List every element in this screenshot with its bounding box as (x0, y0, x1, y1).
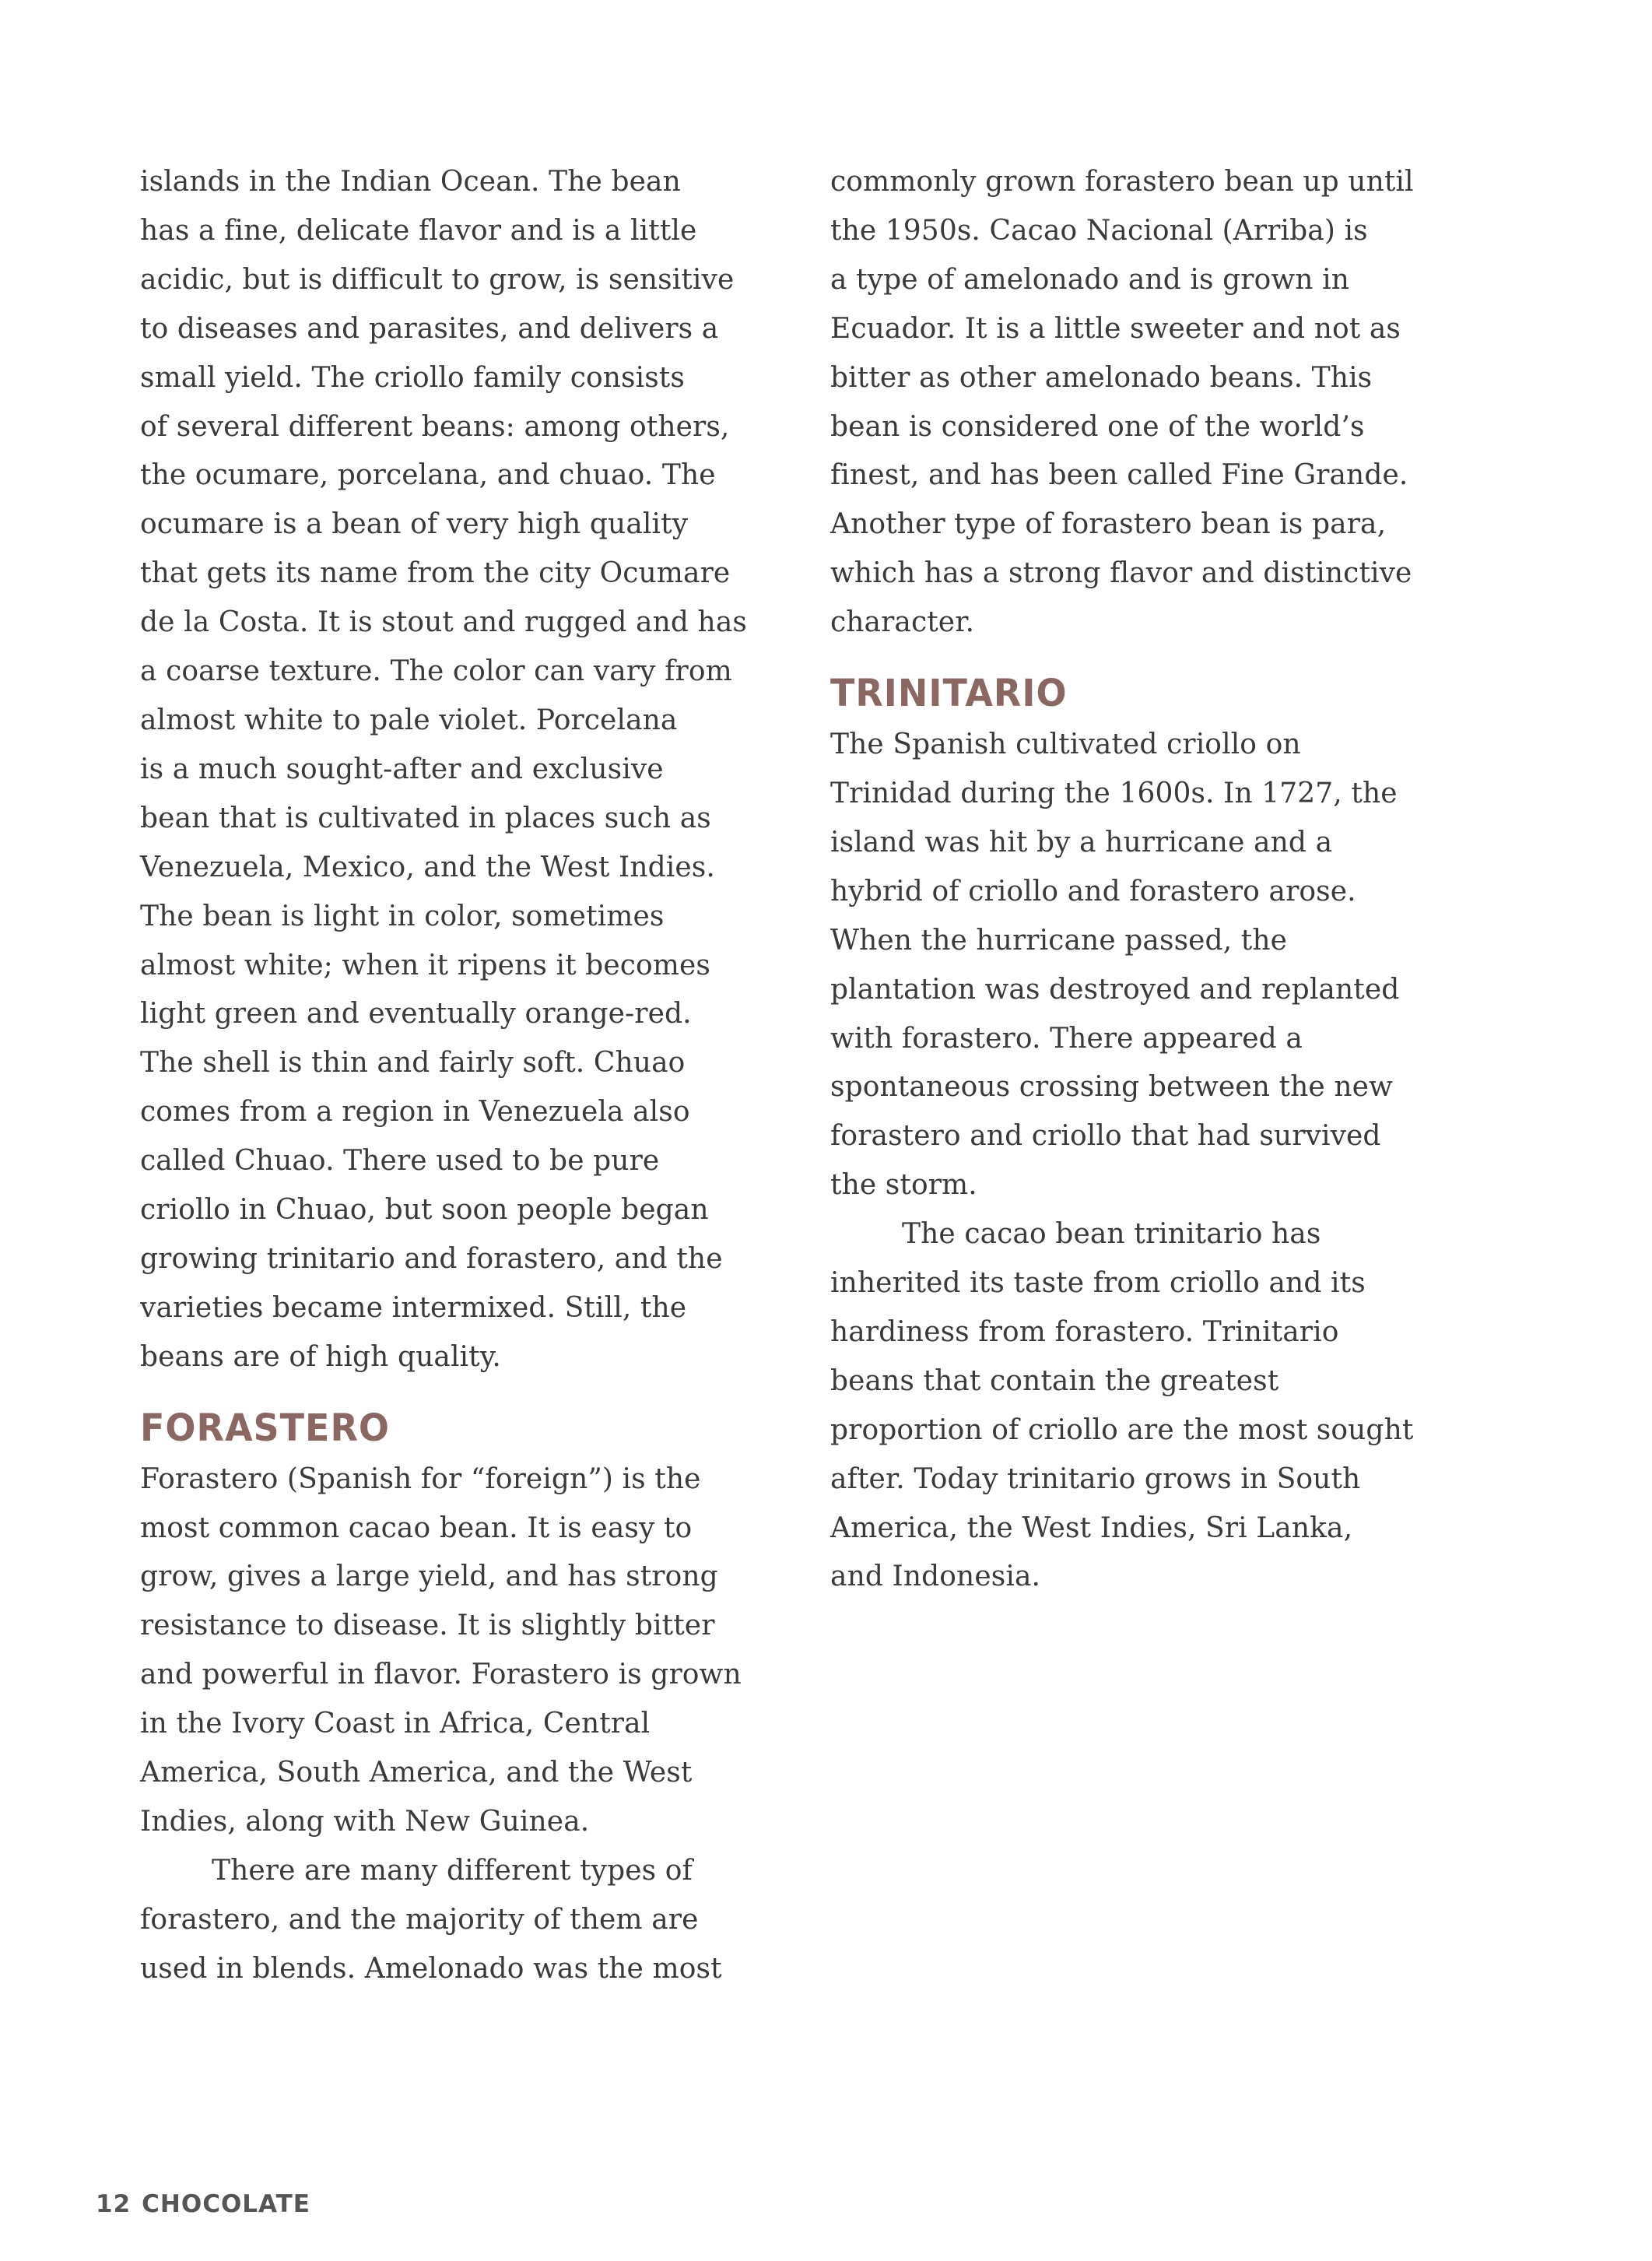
text-line: most common cacao bean. It is easy to (140, 1511, 693, 1544)
text-line: after. Today trinitario grows in South (830, 1462, 1361, 1495)
text-line: has a fine, delicate flavor and is a little (140, 214, 697, 247)
text-line: The cacao bean trinitario has (902, 1218, 1321, 1251)
text-line: in the Ivory Coast in Africa, Central (140, 1708, 651, 1740)
text-line: islands in the Indian Ocean. The bean (140, 166, 681, 198)
text-line: The shell is thin and fairly soft. Chuao (140, 1047, 686, 1080)
text-line: is a much sought-after and exclusive (140, 753, 664, 785)
text-line: proportion of criollo are the most sought (830, 1413, 1414, 1446)
text-line: and powerful in flavor. Forastero is grown (140, 1659, 742, 1691)
text-line: to diseases and parasites, and delivers a (140, 312, 719, 345)
text-line: Another type of forastero bean is para, (830, 508, 1387, 541)
text-line: forastero and criollo that had survived (830, 1120, 1381, 1153)
paragraph (830, 1210, 1499, 1602)
text-line: which has a strong flavor and distinctive (830, 557, 1412, 590)
text-line: spontaneous crossing between the new (830, 1071, 1393, 1104)
text-line: varieties became intermixed. Still, the (140, 1291, 687, 1324)
text-line: Forastero (Spanish for “foreign”) is the (140, 1462, 701, 1495)
text-line: bean is considered one of the world’s (830, 410, 1365, 443)
text-line: used in blends. Amelonado was the most (140, 1952, 722, 1985)
text-line: almost white to pale violet. Porcelana (140, 704, 678, 736)
text-line: bean that is cultivated in places such as (140, 802, 711, 834)
text-line: Venezuela, Mexico, and the West Indies. (140, 851, 715, 883)
paragraph (830, 721, 1499, 1210)
text-line: criollo in Chuao, but soon people began (140, 1194, 709, 1227)
right-column (830, 158, 1499, 1602)
section-heading-forastero: FORASTERO (140, 1405, 391, 1450)
text-line: of several different beans: among others, (140, 410, 730, 443)
text-line: almost white; when it ripens it becomes (140, 949, 710, 981)
text-line: Ecuador. It is a little sweeter and not as (830, 312, 1401, 345)
section-heading-trinitario: TRINITARIO (830, 670, 1068, 715)
text-line: ocumare is a bean of very high quality (140, 508, 689, 541)
text-line: bitter as other amelonado beans. This (830, 361, 1373, 394)
paragraph (140, 158, 809, 1382)
text-line: America, South America, and the West (140, 1757, 693, 1789)
text-line: beans are of high quality. (140, 1340, 501, 1373)
text-line: There are many different types of (212, 1854, 693, 1887)
paragraph (140, 1847, 809, 1994)
text-line: island was hit by a hurricane and a (830, 826, 1333, 858)
left-column (140, 158, 809, 1994)
text-line: the ocumare, porcelana, and chuao. The (140, 459, 716, 492)
text-line: grow, gives a large yield, and has strong (140, 1561, 718, 1593)
text-line: The bean is light in color, sometimes (140, 900, 665, 932)
text-line: inherited its taste from criollo and its (830, 1267, 1366, 1300)
text-line: that gets its name from the city Ocumare (140, 557, 731, 590)
text-line: comes from a region in Venezuela also (140, 1096, 690, 1129)
text-line: the storm. (830, 1169, 977, 1202)
text-line: small yield. The criollo family consists (140, 361, 685, 394)
text-line: hardiness from forastero. Trinitario (830, 1315, 1339, 1348)
text-line: beans that contain the greatest (830, 1364, 1279, 1397)
text-line: forastero, and the majority of them are (140, 1903, 699, 1936)
text-line: and Indonesia. (830, 1561, 1041, 1593)
text-line: finest, and has been called Fine Grande. (830, 459, 1408, 492)
text-line: a coarse texture. The color can vary from (140, 655, 732, 688)
text-line: called Chuao. There used to be pure (140, 1145, 660, 1178)
text-line: light green and eventually orange-red. (140, 998, 692, 1030)
text-line: America, the West Indies, Sri Lanka, (830, 1511, 1353, 1544)
text-line: resistance to disease. It is slightly bitter (140, 1610, 715, 1642)
text-line: commonly grown forastero bean up until (830, 166, 1414, 198)
text-line: The Spanish cultivated criollo on (830, 729, 1301, 761)
text-line: hybrid of criollo and forastero arose. (830, 875, 1356, 908)
running-title: CHOCOLATE (142, 2190, 310, 2218)
text-line: Indies, along with New Guinea. (140, 1806, 590, 1838)
text-line: plantation was destroyed and replanted (830, 973, 1400, 1006)
text-line: When the hurricane passed, the (830, 924, 1288, 957)
paragraph (830, 158, 1499, 648)
text-line: growing trinitario and forastero, and the (140, 1242, 723, 1275)
text-line: a type of amelonado and is grown in (830, 263, 1349, 296)
text-line: character. (830, 606, 975, 639)
text-line: with forastero. There appeared a (830, 1022, 1303, 1055)
page-footer (96, 2190, 310, 2218)
page-number: 12 (96, 2190, 132, 2218)
text-line: the 1950s. Cacao Nacional (Arriba) is (830, 214, 1368, 247)
text-line: acidic, but is difficult to grow, is sensitive (140, 263, 735, 296)
text-line: Trinidad during the 1600s. In 1727, the (830, 777, 1398, 809)
paragraph (140, 1455, 809, 1847)
text-line: de la Costa. It is stout and rugged and has (140, 606, 747, 639)
